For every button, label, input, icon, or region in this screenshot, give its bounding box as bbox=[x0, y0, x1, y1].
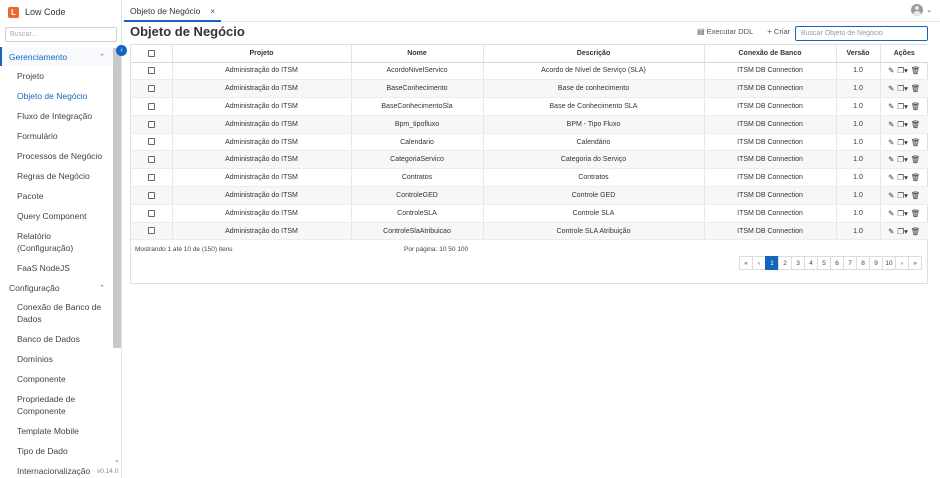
row-select-cell bbox=[131, 62, 172, 80]
select-all-cell bbox=[131, 45, 172, 62]
row-actions bbox=[881, 209, 929, 218]
page-button-2[interactable]: 2 bbox=[778, 256, 792, 270]
cell-nome: BaseConhecimentoSla bbox=[351, 98, 483, 116]
row-checkbox[interactable] bbox=[148, 121, 155, 128]
cell-versao: 1.0 bbox=[836, 222, 880, 240]
delete-icon[interactable]: 🗑 bbox=[910, 66, 921, 76]
row-checkbox[interactable] bbox=[148, 174, 155, 181]
copy-icon[interactable]: ❐▾ bbox=[897, 84, 908, 94]
column-header-acoes: Ações bbox=[880, 45, 928, 62]
cell-projeto: Administração do ITSM bbox=[172, 62, 351, 80]
page-button-9[interactable]: 9 bbox=[869, 256, 883, 270]
cell-nome: CategoriaServico bbox=[351, 151, 483, 169]
cell-projeto: Administração do ITSM bbox=[172, 187, 351, 205]
sidebar-item-processos-de-negocio[interactable] bbox=[0, 146, 113, 166]
cell-versao: 1.0 bbox=[836, 187, 880, 205]
sidebar-item-label: Processos de Negócio bbox=[17, 151, 103, 161]
edit-icon[interactable]: ✎ bbox=[888, 66, 895, 76]
cell-acoes bbox=[880, 169, 928, 187]
table-row[interactable] bbox=[131, 187, 928, 205]
cell-acoes bbox=[880, 151, 928, 169]
delete-icon[interactable]: 🗑 bbox=[910, 226, 921, 236]
cell-conexao: ITSM DB Connection bbox=[704, 62, 836, 80]
row-select-cell bbox=[131, 151, 172, 169]
row-checkbox[interactable] bbox=[148, 156, 155, 163]
row-select-cell bbox=[131, 169, 172, 187]
row-actions bbox=[881, 227, 929, 236]
page-button-4[interactable]: 4 bbox=[804, 256, 818, 270]
business-object-search-input[interactable] bbox=[795, 26, 928, 41]
sidebar-item-banco-de-dados[interactable] bbox=[0, 329, 113, 349]
copy-icon[interactable]: ❐▾ bbox=[897, 119, 908, 129]
delete-icon[interactable]: 🗑 bbox=[910, 155, 921, 165]
sidebar-item-label: Projeto bbox=[17, 71, 44, 81]
sidebar bbox=[0, 0, 122, 478]
cell-acoes bbox=[880, 98, 928, 116]
page-button-10[interactable]: 10 bbox=[882, 256, 896, 270]
edit-icon[interactable]: ✎ bbox=[888, 119, 895, 129]
sidebar-item-propriedade-de-componente[interactable] bbox=[0, 389, 113, 421]
chevron-down-icon[interactable]: ⌄ bbox=[114, 457, 120, 464]
sidebar-group-label: Configuração bbox=[9, 282, 60, 293]
cell-projeto: Administração do ITSM bbox=[172, 222, 351, 240]
sidebar-item-label: Domínios bbox=[17, 354, 53, 364]
cell-conexao: ITSM DB Connection bbox=[704, 133, 836, 151]
sidebar-item-label: Formulário bbox=[17, 131, 58, 141]
first-page-button[interactable]: « bbox=[739, 256, 753, 270]
row-actions bbox=[881, 155, 929, 164]
cell-acoes bbox=[880, 80, 928, 98]
table-row[interactable] bbox=[131, 62, 928, 80]
cell-nome: ControleSlaAtribuicao bbox=[351, 222, 483, 240]
sidebar-scrollbar[interactable] bbox=[113, 48, 121, 348]
table-row[interactable] bbox=[131, 133, 928, 151]
business-objects-panel bbox=[130, 44, 928, 284]
cell-nome: Calendario bbox=[351, 133, 483, 151]
prev-page-button[interactable]: ‹ bbox=[752, 256, 766, 270]
sidebar-group-configuracao[interactable] bbox=[0, 278, 113, 297]
low-code-logo-icon: L bbox=[8, 7, 19, 18]
cell-projeto: Administração do ITSM bbox=[172, 169, 351, 187]
page-button-3[interactable]: 3 bbox=[791, 256, 805, 270]
brand[interactable] bbox=[8, 5, 66, 19]
row-actions bbox=[881, 173, 929, 182]
sidebar-item-projeto[interactable] bbox=[0, 66, 113, 86]
cell-conexao: ITSM DB Connection bbox=[704, 115, 836, 133]
app-version: v0.14.0 bbox=[97, 468, 119, 475]
sidebar-item-label: Propriedade de Componente bbox=[17, 394, 76, 416]
page-button-1[interactable]: 1 bbox=[765, 256, 779, 270]
sidebar-item-componente[interactable] bbox=[0, 369, 113, 389]
pagination bbox=[740, 256, 922, 270]
chevron-down-icon: ⌄ bbox=[926, 7, 932, 14]
page-button-5[interactable]: 5 bbox=[817, 256, 831, 270]
cell-acoes bbox=[880, 204, 928, 222]
cell-descricao: Calendário bbox=[483, 133, 704, 151]
cell-projeto: Administração do ITSM bbox=[172, 98, 351, 116]
row-select-cell bbox=[131, 222, 172, 240]
sidebar-item-dominios[interactable] bbox=[0, 349, 113, 369]
row-actions bbox=[881, 66, 929, 75]
column-header-nome[interactable]: Nome bbox=[351, 45, 483, 62]
business-objects-table bbox=[131, 45, 928, 240]
delete-icon[interactable]: 🗑 bbox=[910, 119, 921, 129]
cell-versao: 1.0 bbox=[836, 133, 880, 151]
delete-icon[interactable]: 🗑 bbox=[910, 84, 921, 94]
cell-conexao: ITSM DB Connection bbox=[704, 80, 836, 98]
table-row[interactable] bbox=[131, 80, 928, 98]
copy-icon[interactable]: ❐▾ bbox=[897, 137, 908, 147]
cell-nome: AcordoNivelServico bbox=[351, 62, 483, 80]
sidebar-item-label: Regras de Negócio bbox=[17, 171, 90, 181]
sidebar-item-label: Pacote bbox=[17, 191, 44, 201]
delete-icon[interactable]: 🗑 bbox=[910, 101, 921, 111]
row-actions bbox=[881, 138, 929, 147]
row-checkbox[interactable] bbox=[148, 138, 155, 145]
per-page-label: Por página: bbox=[404, 246, 438, 253]
cell-projeto: Administração do ITSM bbox=[172, 151, 351, 169]
cell-descricao: BPM - Tipo Fluxo bbox=[483, 115, 704, 133]
table-row[interactable] bbox=[131, 169, 928, 187]
chevron-up-icon: ⌃ bbox=[99, 53, 105, 61]
page-actions bbox=[697, 27, 804, 36]
cell-versao: 1.0 bbox=[836, 204, 880, 222]
cell-acoes bbox=[880, 187, 928, 205]
chevron-left-icon[interactable]: ‹ bbox=[116, 45, 127, 56]
cell-conexao: ITSM DB Connection bbox=[704, 204, 836, 222]
cell-versao: 1.0 bbox=[836, 62, 880, 80]
sidebar-item-regras-de-negocio[interactable] bbox=[0, 166, 113, 186]
copy-icon[interactable]: ❐▾ bbox=[897, 173, 908, 183]
page-button-6[interactable]: 6 bbox=[830, 256, 844, 270]
sidebar-item-pacote[interactable] bbox=[0, 186, 113, 206]
page-button-8[interactable]: 8 bbox=[856, 256, 870, 270]
execute-ddl-button[interactable] bbox=[697, 27, 753, 36]
close-icon[interactable]: × bbox=[210, 6, 216, 16]
sidebar-item-label: Objeto de Negócio bbox=[17, 91, 88, 101]
plus-icon: + bbox=[767, 27, 772, 36]
edit-icon[interactable]: ✎ bbox=[888, 190, 895, 200]
cell-descricao: Controle SLA Atribuição bbox=[483, 222, 704, 240]
copy-icon[interactable]: ❐▾ bbox=[897, 190, 908, 200]
cell-nome: ControleSLA bbox=[351, 204, 483, 222]
sidebar-item-label: FaaS NodeJS bbox=[17, 263, 70, 273]
cell-conexao: ITSM DB Connection bbox=[704, 98, 836, 116]
row-actions bbox=[881, 120, 929, 129]
sidebar-item-conexao-de-banco-de-dados[interactable] bbox=[0, 297, 113, 329]
cell-conexao: ITSM DB Connection bbox=[704, 222, 836, 240]
cell-versao: 1.0 bbox=[836, 80, 880, 98]
row-select-cell bbox=[131, 80, 172, 98]
copy-icon[interactable]: ❐▾ bbox=[897, 155, 908, 165]
cell-acoes bbox=[880, 62, 928, 80]
row-checkbox[interactable] bbox=[148, 67, 155, 74]
cell-nome: Contratos bbox=[351, 169, 483, 187]
sidebar-item-label: Fluxo de Integração bbox=[17, 111, 93, 121]
tab-label: Objeto de Negócio bbox=[130, 6, 201, 16]
execute-ddl-label: Executar DDL bbox=[706, 27, 754, 36]
chevron-up-icon: ⌃ bbox=[99, 284, 105, 292]
row-select-cell bbox=[131, 187, 172, 205]
row-actions bbox=[881, 191, 929, 200]
edit-icon[interactable]: ✎ bbox=[888, 101, 895, 111]
column-header-descricao[interactable]: Descrição bbox=[483, 45, 704, 62]
sidebar-item-tipo-de-dado[interactable] bbox=[0, 441, 113, 461]
row-select-cell bbox=[131, 133, 172, 151]
cell-descricao: Acordo de Nível de Serviço (SLA) bbox=[483, 62, 704, 80]
table-row[interactable] bbox=[131, 115, 928, 133]
sidebar-item-relatorio-configuracao[interactable] bbox=[0, 226, 113, 258]
delete-icon[interactable]: 🗑 bbox=[910, 190, 921, 200]
cell-acoes bbox=[880, 222, 928, 240]
edit-icon[interactable]: ✎ bbox=[888, 208, 895, 218]
cell-versao: 1.0 bbox=[836, 115, 880, 133]
cell-projeto: Administração do ITSM bbox=[172, 115, 351, 133]
row-actions bbox=[881, 84, 929, 93]
sidebar-item-formulario[interactable] bbox=[0, 126, 113, 146]
row-checkbox[interactable] bbox=[148, 103, 155, 110]
per-page-options[interactable]: 10 50 100 bbox=[439, 246, 469, 253]
cell-conexao: ITSM DB Connection bbox=[704, 169, 836, 187]
cell-descricao: Base de conhecimento bbox=[483, 80, 704, 98]
table-header-row bbox=[131, 45, 928, 62]
sidebar-nav bbox=[0, 47, 113, 478]
delete-icon[interactable]: 🗑 bbox=[910, 173, 921, 183]
row-select-cell bbox=[131, 204, 172, 222]
sidebar-item-label: Internacionalização bbox=[17, 466, 91, 476]
tab-bar bbox=[122, 0, 940, 22]
edit-icon[interactable]: ✎ bbox=[888, 226, 895, 236]
cell-nome: Bpm_tipofluxo bbox=[351, 115, 483, 133]
avatar-icon bbox=[911, 4, 923, 16]
user-menu[interactable] bbox=[911, 4, 932, 16]
row-checkbox[interactable] bbox=[148, 192, 155, 199]
cell-acoes bbox=[880, 133, 928, 151]
copy-icon[interactable]: ❐▾ bbox=[897, 226, 908, 236]
sidebar-item-fluxo-de-integracao[interactable] bbox=[0, 106, 113, 126]
sidebar-group-label: Gerenciamento bbox=[9, 51, 68, 62]
column-header-conexao[interactable]: Conexão de Banco bbox=[704, 45, 836, 62]
sidebar-item-faas-nodejs[interactable] bbox=[0, 258, 113, 278]
row-actions bbox=[881, 102, 929, 111]
cell-versao: 1.0 bbox=[836, 151, 880, 169]
cell-projeto: Administração do ITSM bbox=[172, 204, 351, 222]
table-row[interactable] bbox=[131, 222, 928, 240]
sidebar-item-query-component[interactable] bbox=[0, 206, 113, 226]
sidebar-item-label: Query Component bbox=[17, 211, 87, 221]
delete-icon[interactable]: 🗑 bbox=[910, 208, 921, 218]
tab-objeto-de-negocio[interactable] bbox=[124, 2, 221, 22]
items-count: Mostrando 1 até 10 de (150) itens bbox=[135, 246, 233, 253]
row-checkbox[interactable] bbox=[148, 210, 155, 217]
edit-icon[interactable]: ✎ bbox=[888, 155, 895, 165]
column-header-versao[interactable]: Versão bbox=[836, 45, 880, 62]
cell-versao: 1.0 bbox=[836, 169, 880, 187]
cell-descricao: Base de Conhecimento SLA bbox=[483, 98, 704, 116]
cell-conexao: ITSM DB Connection bbox=[704, 151, 836, 169]
cell-nome: BaseConhecimento bbox=[351, 80, 483, 98]
cell-projeto: Administração do ITSM bbox=[172, 80, 351, 98]
select-all-checkbox[interactable] bbox=[148, 50, 155, 57]
row-checkbox[interactable] bbox=[148, 85, 155, 92]
table-row[interactable] bbox=[131, 98, 928, 116]
sidebar-item-label: Banco de Dados bbox=[17, 334, 80, 344]
cell-projeto: Administração do ITSM bbox=[172, 133, 351, 151]
sidebar-item-label: Conexão de Banco de Dados bbox=[17, 302, 102, 324]
row-select-cell bbox=[131, 98, 172, 116]
sidebar-item-template-mobile[interactable] bbox=[0, 421, 113, 441]
next-page-button[interactable]: › bbox=[895, 256, 909, 270]
cell-descricao: Contratos bbox=[483, 169, 704, 187]
cell-descricao: Controle GED bbox=[483, 187, 704, 205]
cell-acoes bbox=[880, 115, 928, 133]
cell-descricao: Controle SLA bbox=[483, 204, 704, 222]
per-page-selector[interactable] bbox=[402, 246, 468, 253]
table-row[interactable] bbox=[131, 204, 928, 222]
table-row[interactable] bbox=[131, 151, 928, 169]
edit-icon[interactable]: ✎ bbox=[888, 137, 895, 147]
sidebar-item-label: Template Mobile bbox=[17, 426, 79, 436]
sidebar-item-label: Componente bbox=[17, 374, 66, 384]
edit-icon[interactable]: ✎ bbox=[888, 84, 895, 94]
copy-icon[interactable]: ❐▾ bbox=[897, 66, 908, 76]
create-button[interactable] bbox=[767, 27, 790, 36]
row-checkbox[interactable] bbox=[148, 227, 155, 234]
delete-icon[interactable]: 🗑 bbox=[910, 137, 921, 147]
cell-nome: ControleGED bbox=[351, 187, 483, 205]
app-name: Low Code bbox=[25, 7, 66, 17]
copy-icon[interactable]: ❐▾ bbox=[897, 208, 908, 218]
cell-conexao: ITSM DB Connection bbox=[704, 187, 836, 205]
create-label: Criar bbox=[773, 27, 791, 36]
page-button-7[interactable]: 7 bbox=[843, 256, 857, 270]
copy-icon[interactable]: ❐▾ bbox=[897, 101, 908, 111]
database-icon: ▤ bbox=[697, 27, 705, 36]
cell-descricao: Categoria do Serviço bbox=[483, 151, 704, 169]
page-title: Objeto de Negócio bbox=[130, 24, 245, 39]
sidebar-item-label: Tipo de Dado bbox=[17, 446, 68, 456]
edit-icon[interactable]: ✎ bbox=[888, 173, 895, 183]
row-select-cell bbox=[131, 115, 172, 133]
column-header-projeto[interactable]: Projeto bbox=[172, 45, 351, 62]
last-page-button[interactable]: » bbox=[908, 256, 922, 270]
sidebar-item-label: Relatório (Configuração) bbox=[17, 231, 74, 253]
sidebar-group-gerenciamento[interactable] bbox=[0, 47, 113, 66]
sidebar-search-input[interactable] bbox=[5, 27, 117, 42]
sidebar-item-objeto-de-negocio[interactable] bbox=[0, 86, 113, 106]
cell-versao: 1.0 bbox=[836, 98, 880, 116]
